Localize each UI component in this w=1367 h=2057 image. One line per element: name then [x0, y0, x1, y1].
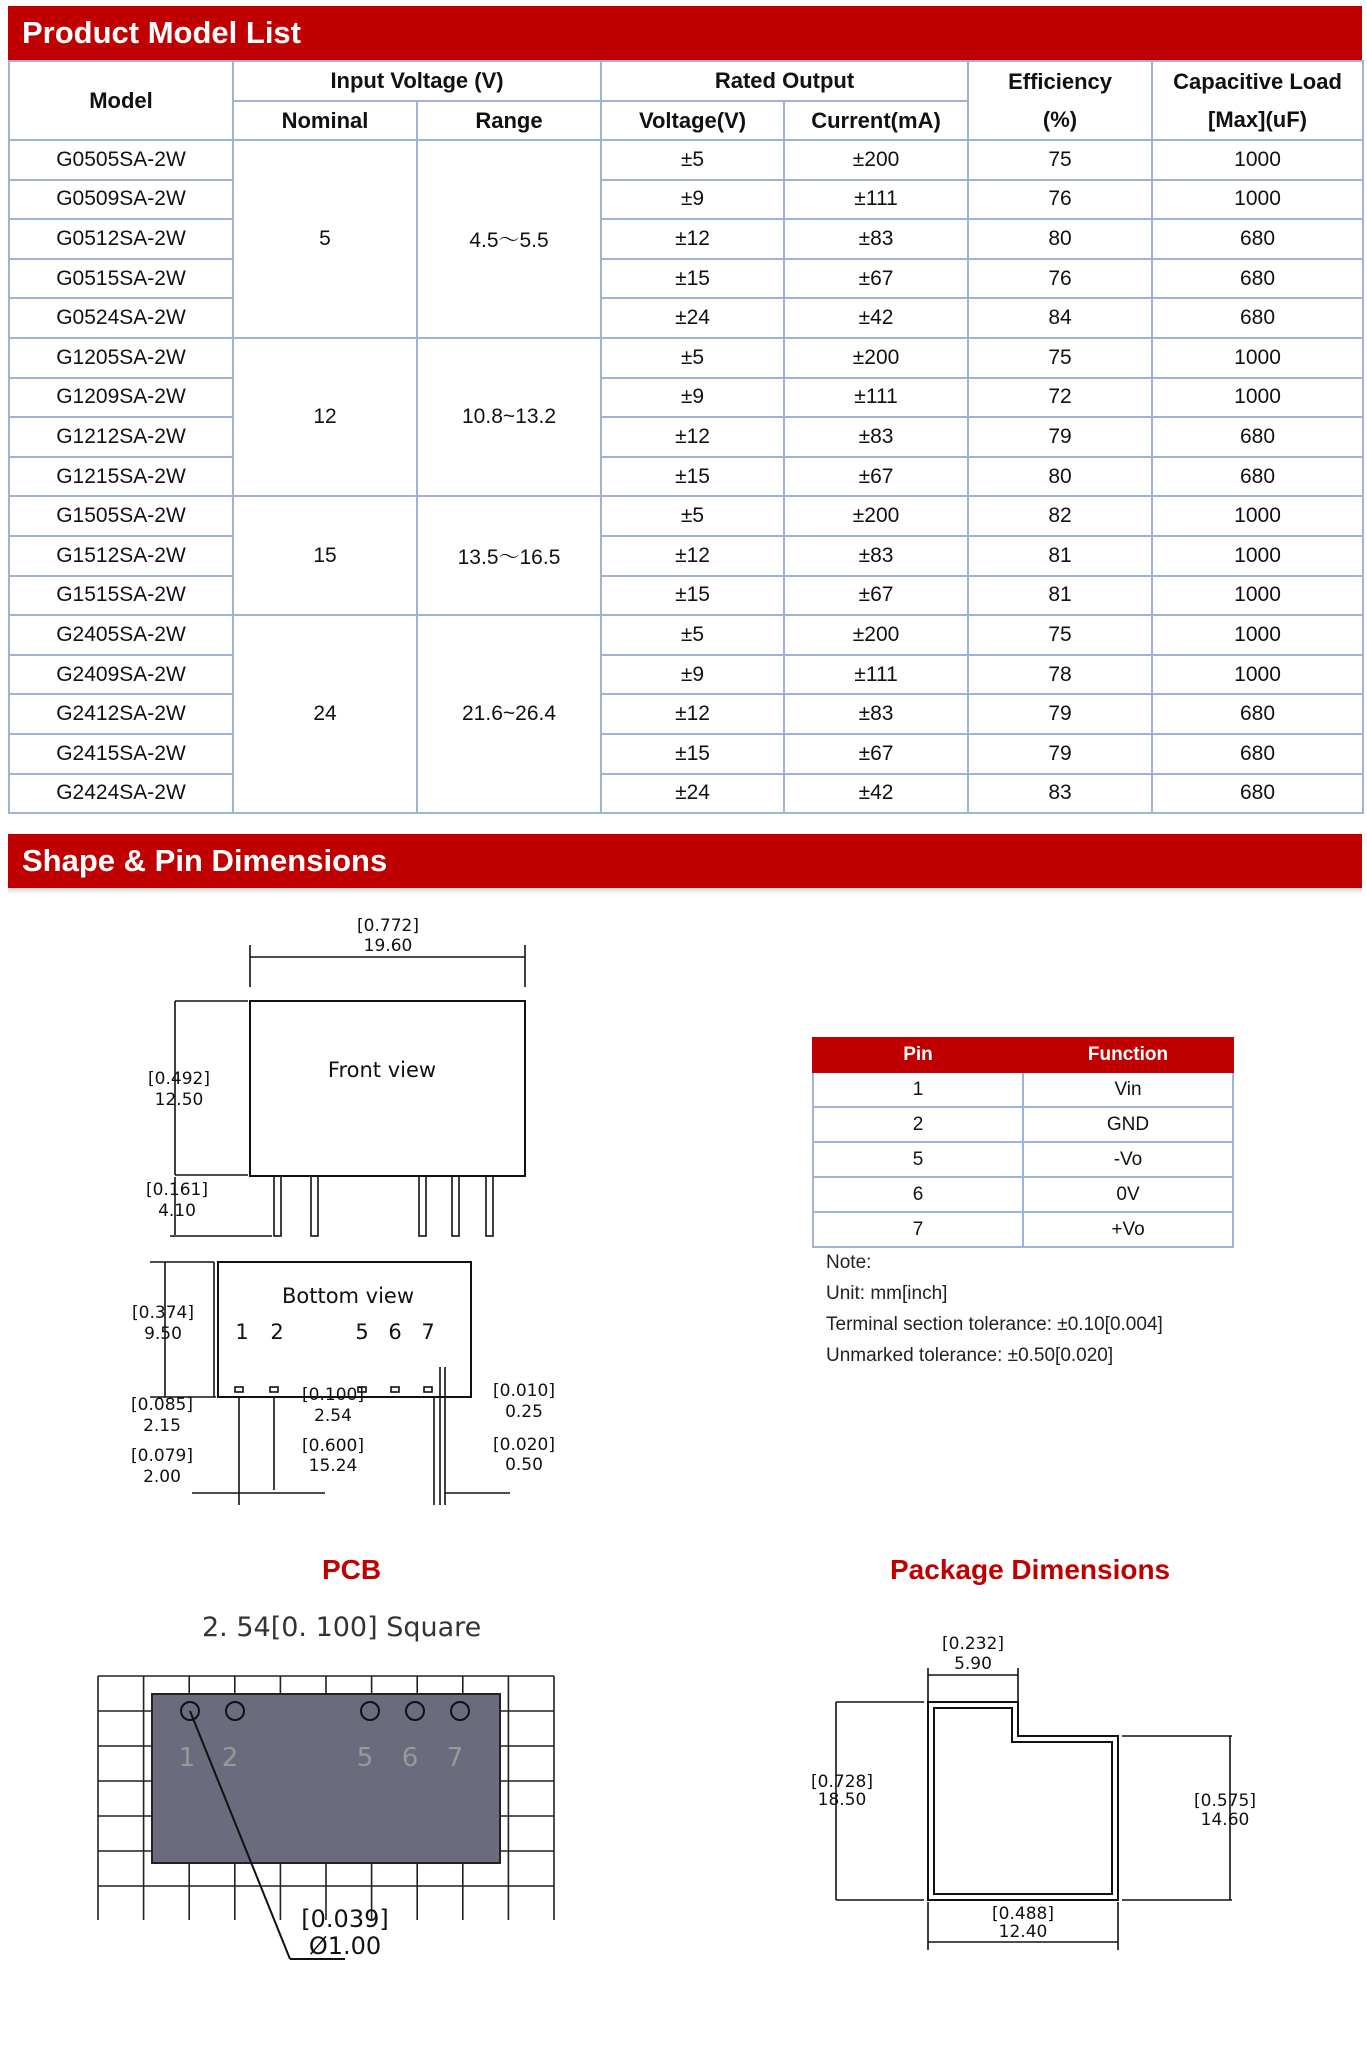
table-row — [9, 417, 1363, 457]
capacitive-load-cell: 680 — [1152, 694, 1363, 734]
package-right-in-label: [0.575] — [1194, 1791, 1256, 1811]
table-row — [9, 615, 1363, 655]
nominal-voltage-cell: 12 — [233, 338, 417, 496]
header-current: Current(mA) — [784, 101, 968, 140]
output-voltage-cell: ±5 — [601, 615, 784, 655]
cap-load-label: Capacitive Load — [1173, 68, 1342, 94]
note-title: Note: — [826, 1252, 872, 1273]
pin-length-mm-label: 4.10 — [158, 1201, 196, 1221]
output-current-cell: ±42 — [784, 774, 968, 814]
capacitive-load-cell: 680 — [1152, 774, 1363, 814]
width-in-label: [0.772] — [357, 916, 419, 936]
model-cell: G0524SA-2W — [9, 298, 233, 338]
height-in-label: [0.492] — [148, 1069, 210, 1089]
model-cell: G0505SA-2W — [9, 140, 233, 180]
table-row — [813, 1107, 1233, 1142]
nominal-voltage-cell: 15 — [233, 496, 417, 615]
pin-number: 1 — [235, 1320, 249, 1344]
efficiency-cell: 75 — [968, 140, 1152, 180]
package-right-mm-label: 14.60 — [1200, 1810, 1250, 1830]
pin-pin-cell: 1 — [813, 1072, 1023, 1107]
model-cell: G2424SA-2W — [9, 774, 233, 814]
section-title: Product Model List — [22, 15, 301, 50]
section-title: Shape & Pin Dimensions — [22, 843, 388, 878]
pin-number: 2 — [270, 1320, 284, 1344]
output-current-cell: ±200 — [784, 338, 968, 378]
pin-pin-cell: 7 — [813, 1212, 1023, 1247]
edge-offset-in-label: [0.079] — [131, 1446, 193, 1466]
capacitive-load-cell: 1000 — [1152, 338, 1363, 378]
capacitive-load-cell: 1000 — [1152, 536, 1363, 576]
output-voltage-cell: ±15 — [601, 734, 784, 774]
package-bottom-mm-label: 12.40 — [998, 1922, 1048, 1942]
output-voltage-cell: ±5 — [601, 496, 784, 536]
capacitive-load-cell: 1000 — [1152, 140, 1363, 180]
pcb-pin-number: 2 — [221, 1743, 239, 1773]
output-current-cell: ±67 — [784, 457, 968, 497]
capacitive-load-cell: 680 — [1152, 219, 1363, 259]
pin-width-in-label: [0.020] — [493, 1435, 555, 1455]
shape-pin-dimensions-header — [8, 834, 1362, 888]
efficiency-cell: 75 — [968, 338, 1152, 378]
efficiency-unit: (%) — [1042, 106, 1078, 132]
width-mm-label: 19.60 — [363, 936, 413, 956]
efficiency-cell: 76 — [968, 180, 1152, 220]
efficiency-cell: 72 — [968, 378, 1152, 418]
model-cell: G2409SA-2W — [9, 655, 233, 695]
pcb-pin-number: 6 — [401, 1743, 419, 1773]
table-row — [813, 1142, 1233, 1177]
pin-offset-mm-label: 2.15 — [143, 1416, 181, 1436]
output-current-cell: ±83 — [784, 694, 968, 734]
pitch-in-label: [0.100] — [302, 1385, 364, 1405]
output-current-cell: ±67 — [784, 576, 968, 616]
pin-function-cell: Vin — [1023, 1072, 1233, 1107]
efficiency-cell: 84 — [968, 298, 1152, 338]
model-cell: G2412SA-2W — [9, 694, 233, 734]
span-in-label: [0.600] — [302, 1436, 364, 1456]
efficiency-cell: 79 — [968, 734, 1152, 774]
header-capacitive-load — [1152, 61, 1363, 140]
pin-pin-cell: 6 — [813, 1177, 1023, 1212]
pin-width-mm-label: 0.50 — [505, 1455, 543, 1475]
capacitive-load-cell: 1000 — [1152, 615, 1363, 655]
pcb-pin-number: 1 — [178, 1743, 196, 1773]
header-efficiency — [968, 61, 1152, 140]
table-row — [9, 655, 1363, 695]
header-rated-output: Rated Output — [601, 61, 968, 101]
output-voltage-cell: ±9 — [601, 655, 784, 695]
output-voltage-cell: ±5 — [601, 338, 784, 378]
output-current-cell: ±111 — [784, 180, 968, 220]
front-view-label: Front view — [327, 1058, 437, 1082]
hole-diameter-in-label: [0.039] — [301, 1905, 389, 1933]
model-cell: G2405SA-2W — [9, 615, 233, 655]
model-cell: G0509SA-2W — [9, 180, 233, 220]
table-row — [9, 140, 1363, 180]
output-voltage-cell: ±24 — [601, 298, 784, 338]
height-mm-label: 12.50 — [154, 1090, 204, 1110]
output-voltage-cell: ±12 — [601, 536, 784, 576]
model-cell: G0512SA-2W — [9, 219, 233, 259]
efficiency-cell: 81 — [968, 576, 1152, 616]
capacitive-load-cell: 680 — [1152, 417, 1363, 457]
output-voltage-cell: ±12 — [601, 694, 784, 734]
note-unmarked-tolerance: Unmarked tolerance: ±0.50[0.020] — [826, 1345, 1114, 1366]
output-voltage-cell: ±15 — [601, 576, 784, 616]
output-current-cell: ±83 — [784, 536, 968, 576]
package-left-in-label: [0.728] — [811, 1772, 873, 1792]
pcb-pin-number: 5 — [356, 1743, 374, 1773]
product-model-table — [8, 60, 1364, 814]
package-bottom-in-label: [0.488] — [992, 1904, 1054, 1924]
output-voltage-cell: ±15 — [601, 457, 784, 497]
pin-thickness-mm-label: 0.25 — [505, 1402, 543, 1422]
model-cell: G1215SA-2W — [9, 457, 233, 497]
capacitive-load-cell: 680 — [1152, 457, 1363, 497]
header-function: Function — [1023, 1038, 1233, 1072]
model-cell: G0515SA-2W — [9, 259, 233, 299]
capacitive-load-cell: 680 — [1152, 259, 1363, 299]
pin-function-cell: GND — [1023, 1107, 1233, 1142]
span-mm-label: 15.24 — [308, 1456, 358, 1476]
note-unit: Unit: mm[inch] — [826, 1283, 948, 1304]
nominal-voltage-cell: 5 — [233, 140, 417, 338]
model-cell: G1515SA-2W — [9, 576, 233, 616]
voltage-range-cell: 13.5～16.5 — [417, 496, 601, 615]
efficiency-cell: 80 — [968, 219, 1152, 259]
table-row — [9, 694, 1363, 734]
hole-diameter-mm-label: Ø1.00 — [308, 1932, 382, 1960]
voltage-range-cell: 4.5～5.5 — [417, 140, 601, 338]
output-current-cell: ±111 — [784, 378, 968, 418]
grid-label: 2. 54[0. 100] Square — [202, 1612, 482, 1643]
table-row — [9, 219, 1363, 259]
pin-pin-cell: 5 — [813, 1142, 1023, 1177]
pin-function-table — [812, 1037, 1234, 1248]
dimension-drawing — [130, 905, 590, 1505]
header-voltage: Voltage(V) — [601, 101, 784, 140]
depth-in-label: [0.374] — [132, 1303, 194, 1323]
header-range: Range — [417, 101, 601, 140]
note-terminal-tolerance: Terminal section tolerance: ±0.10[0.004] — [826, 1314, 1163, 1335]
pin-function-cell: +Vo — [1023, 1212, 1233, 1247]
table-row — [9, 338, 1363, 378]
product-model-list-header — [8, 6, 1362, 60]
pin-thickness-in-label: [0.010] — [493, 1381, 555, 1401]
pcb-pin-number: 7 — [446, 1743, 464, 1773]
output-current-cell: ±42 — [784, 298, 968, 338]
package-top-in-label: [0.232] — [942, 1634, 1004, 1654]
pcb-layout-drawing — [90, 1600, 580, 1980]
pin-length-in-label: [0.161] — [146, 1180, 208, 1200]
pcb-title: PCB — [322, 1554, 382, 1585]
table-row — [9, 576, 1363, 616]
capacitive-load-cell: 680 — [1152, 298, 1363, 338]
efficiency-cell: 79 — [968, 694, 1152, 734]
header-model: Model — [9, 61, 233, 140]
output-current-cell: ±83 — [784, 417, 968, 457]
capacitive-load-cell: 1000 — [1152, 576, 1363, 616]
table-row — [9, 259, 1363, 299]
efficiency-cell: 76 — [968, 259, 1152, 299]
table-row — [9, 180, 1363, 220]
capacitive-load-cell: 1000 — [1152, 378, 1363, 418]
output-current-cell: ±200 — [784, 615, 968, 655]
output-voltage-cell: ±9 — [601, 378, 784, 418]
header-input-voltage: Input Voltage (V) — [233, 61, 601, 101]
table-row — [813, 1072, 1233, 1107]
model-cell: G2415SA-2W — [9, 734, 233, 774]
package-left-mm-label: 18.50 — [817, 1790, 867, 1810]
output-current-cell: ±200 — [784, 140, 968, 180]
output-voltage-cell: ±12 — [601, 417, 784, 457]
output-voltage-cell: ±24 — [601, 774, 784, 814]
output-current-cell: ±200 — [784, 496, 968, 536]
efficiency-label: Efficiency — [1008, 68, 1112, 94]
output-current-cell: ±111 — [784, 655, 968, 695]
table-row — [9, 774, 1363, 814]
pin-number: 5 — [355, 1320, 369, 1344]
output-voltage-cell: ±9 — [601, 180, 784, 220]
capacitive-load-cell: 1000 — [1152, 180, 1363, 220]
model-cell: G1205SA-2W — [9, 338, 233, 378]
model-cell: G1505SA-2W — [9, 496, 233, 536]
pitch-mm-label: 2.54 — [314, 1406, 352, 1426]
output-current-cell: ±67 — [784, 259, 968, 299]
package-top-mm-label: 5.90 — [954, 1654, 992, 1674]
table-row — [9, 536, 1363, 576]
efficiency-cell: 78 — [968, 655, 1152, 695]
capacitive-load-cell: 1000 — [1152, 655, 1363, 695]
edge-offset-mm-label: 2.00 — [143, 1467, 181, 1487]
pin-offset-in-label: [0.085] — [131, 1395, 193, 1415]
efficiency-cell: 83 — [968, 774, 1152, 814]
output-current-cell: ±67 — [784, 734, 968, 774]
output-current-cell: ±83 — [784, 219, 968, 259]
model-cell: G1209SA-2W — [9, 378, 233, 418]
package-dimensions-title: Package Dimensions — [890, 1554, 1171, 1585]
table-row — [9, 496, 1363, 536]
voltage-range-cell: 10.8~13.2 — [417, 338, 601, 496]
efficiency-cell: 82 — [968, 496, 1152, 536]
header-pin: Pin — [813, 1038, 1023, 1072]
pin-number: 6 — [388, 1320, 402, 1344]
model-cell: G1212SA-2W — [9, 417, 233, 457]
table-row — [9, 734, 1363, 774]
efficiency-cell: 81 — [968, 536, 1152, 576]
header-nominal: Nominal — [233, 101, 417, 140]
output-voltage-cell: ±12 — [601, 219, 784, 259]
depth-mm-label: 9.50 — [144, 1324, 182, 1344]
table-row — [9, 457, 1363, 497]
voltage-range-cell: 21.6~26.4 — [417, 615, 601, 813]
bottom-view-label: Bottom view — [281, 1284, 415, 1308]
table-row — [813, 1177, 1233, 1212]
pin-function-cell: 0V — [1023, 1177, 1233, 1212]
efficiency-cell: 75 — [968, 615, 1152, 655]
package-dimensions-drawing — [800, 1620, 1260, 1960]
output-voltage-cell: ±15 — [601, 259, 784, 299]
efficiency-cell: 79 — [968, 417, 1152, 457]
pin-function-cell: -Vo — [1023, 1142, 1233, 1177]
efficiency-cell: 80 — [968, 457, 1152, 497]
output-voltage-cell: ±5 — [601, 140, 784, 180]
capacitive-load-cell: 1000 — [1152, 496, 1363, 536]
pin-number: 7 — [421, 1320, 435, 1344]
table-row — [9, 378, 1363, 418]
model-cell: G1512SA-2W — [9, 536, 233, 576]
table-row — [9, 298, 1363, 338]
capacitive-load-cell: 680 — [1152, 734, 1363, 774]
table-row — [813, 1212, 1233, 1247]
cap-load-unit: [Max](uF) — [1208, 106, 1308, 132]
nominal-voltage-cell: 24 — [233, 615, 417, 813]
pin-pin-cell: 2 — [813, 1107, 1023, 1142]
